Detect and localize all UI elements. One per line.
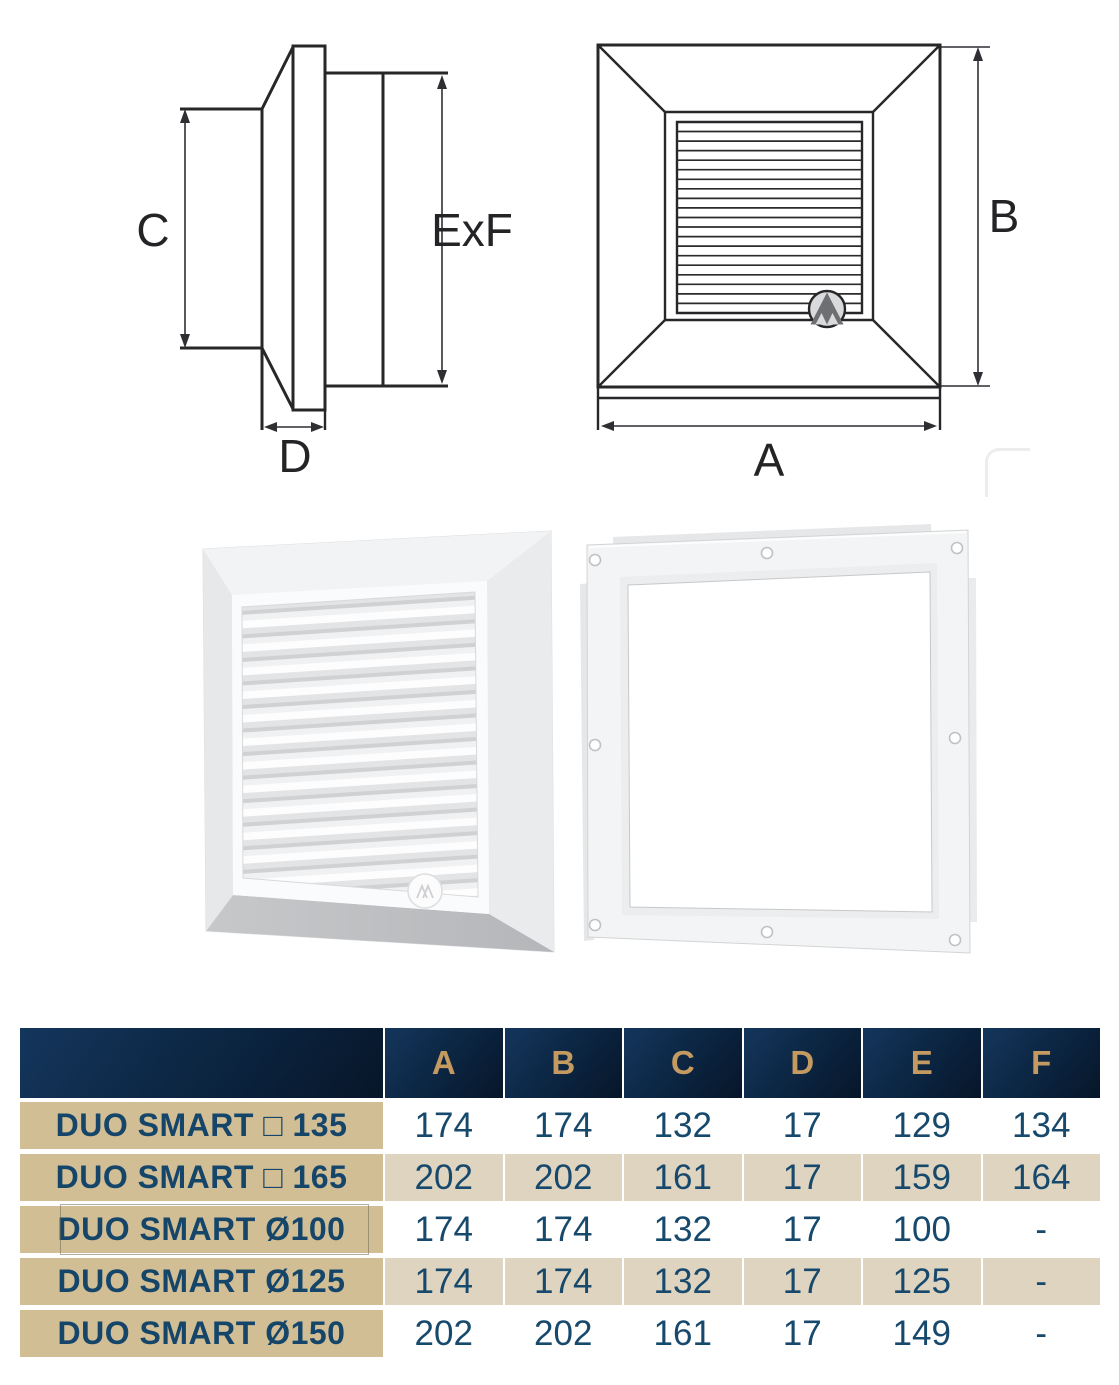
mounting-frame-render bbox=[575, 520, 985, 970]
side-flange bbox=[293, 46, 325, 410]
header-cell-c: C bbox=[624, 1028, 742, 1098]
value-cell: 132 bbox=[624, 1258, 742, 1305]
header-cell-e: E bbox=[863, 1028, 981, 1098]
technical-drawings bbox=[0, 0, 1119, 500]
grille-product-render bbox=[190, 520, 570, 980]
frame-opening bbox=[628, 572, 932, 912]
table-header-row bbox=[20, 1028, 1100, 1098]
value-cell: 174 bbox=[385, 1102, 503, 1149]
dim-label-a: A bbox=[753, 434, 785, 486]
header-cell-d: D bbox=[744, 1028, 862, 1098]
value-cell: 174 bbox=[505, 1258, 623, 1305]
table-row bbox=[20, 1206, 1100, 1253]
table-row bbox=[20, 1310, 1100, 1357]
grille-louvers bbox=[242, 592, 478, 897]
table-row bbox=[20, 1154, 1100, 1201]
header-cell-a: A bbox=[385, 1028, 503, 1098]
value-cell: 17 bbox=[744, 1258, 862, 1305]
value-cell: 134 bbox=[983, 1102, 1101, 1149]
value-cell: 161 bbox=[624, 1310, 742, 1357]
product-name-cell: DUO SMART Ø100 bbox=[20, 1206, 383, 1253]
value-cell: 202 bbox=[385, 1154, 503, 1201]
watermark-artifact bbox=[985, 448, 1030, 497]
value-cell: 17 bbox=[744, 1206, 862, 1253]
value-cell: 132 bbox=[624, 1102, 742, 1149]
value-cell: 161 bbox=[624, 1154, 742, 1201]
value-cell: 174 bbox=[385, 1258, 503, 1305]
value-cell: 174 bbox=[505, 1102, 623, 1149]
value-cell: - bbox=[983, 1206, 1101, 1253]
value-cell: 132 bbox=[624, 1206, 742, 1253]
side-view-drawing bbox=[136, 46, 513, 482]
value-cell: 174 bbox=[385, 1206, 503, 1253]
grille-bevel-left bbox=[203, 549, 233, 931]
dim-label-exf: ExF bbox=[431, 204, 513, 256]
value-cell: 202 bbox=[505, 1154, 623, 1201]
value-cell: 125 bbox=[863, 1258, 981, 1305]
dimensions-table bbox=[20, 1028, 1100, 1362]
product-name-cell: DUO SMART □ 135 bbox=[20, 1102, 383, 1149]
header-cell-blank bbox=[20, 1028, 383, 1098]
value-cell: - bbox=[983, 1310, 1101, 1357]
value-cell: 164 bbox=[983, 1154, 1101, 1201]
front-view-drawing bbox=[598, 45, 1019, 486]
dim-label-b: B bbox=[988, 190, 1020, 242]
value-cell: 17 bbox=[744, 1154, 862, 1201]
header-cell-b: B bbox=[505, 1028, 623, 1098]
value-cell: 17 bbox=[744, 1102, 862, 1149]
value-cell: 174 bbox=[505, 1206, 623, 1253]
value-cell: 100 bbox=[863, 1206, 981, 1253]
grille-logo-badge bbox=[408, 874, 442, 908]
grille-bevel-right bbox=[487, 531, 554, 952]
table-row bbox=[20, 1258, 1100, 1305]
value-cell: 202 bbox=[385, 1310, 503, 1357]
value-cell: 159 bbox=[863, 1154, 981, 1201]
table-row bbox=[20, 1102, 1100, 1149]
value-cell: 17 bbox=[744, 1310, 862, 1357]
value-cell: 202 bbox=[505, 1310, 623, 1357]
dim-label-d: D bbox=[278, 430, 312, 482]
product-name-cell: DUO SMART □ 165 bbox=[20, 1154, 383, 1201]
brand-logo-icon bbox=[809, 291, 845, 327]
front-louvers bbox=[677, 132, 862, 304]
side-cone bbox=[262, 47, 293, 430]
front-inner-frame bbox=[665, 112, 873, 320]
header-cell-f: F bbox=[983, 1028, 1101, 1098]
product-name-cell: DUO SMART Ø125 bbox=[20, 1258, 383, 1305]
side-body bbox=[325, 73, 448, 386]
value-cell: 149 bbox=[863, 1310, 981, 1357]
product-name-cell: DUO SMART Ø150 bbox=[20, 1310, 383, 1357]
dim-label-c: C bbox=[136, 204, 170, 256]
value-cell: 129 bbox=[863, 1102, 981, 1149]
value-cell: - bbox=[983, 1258, 1101, 1305]
